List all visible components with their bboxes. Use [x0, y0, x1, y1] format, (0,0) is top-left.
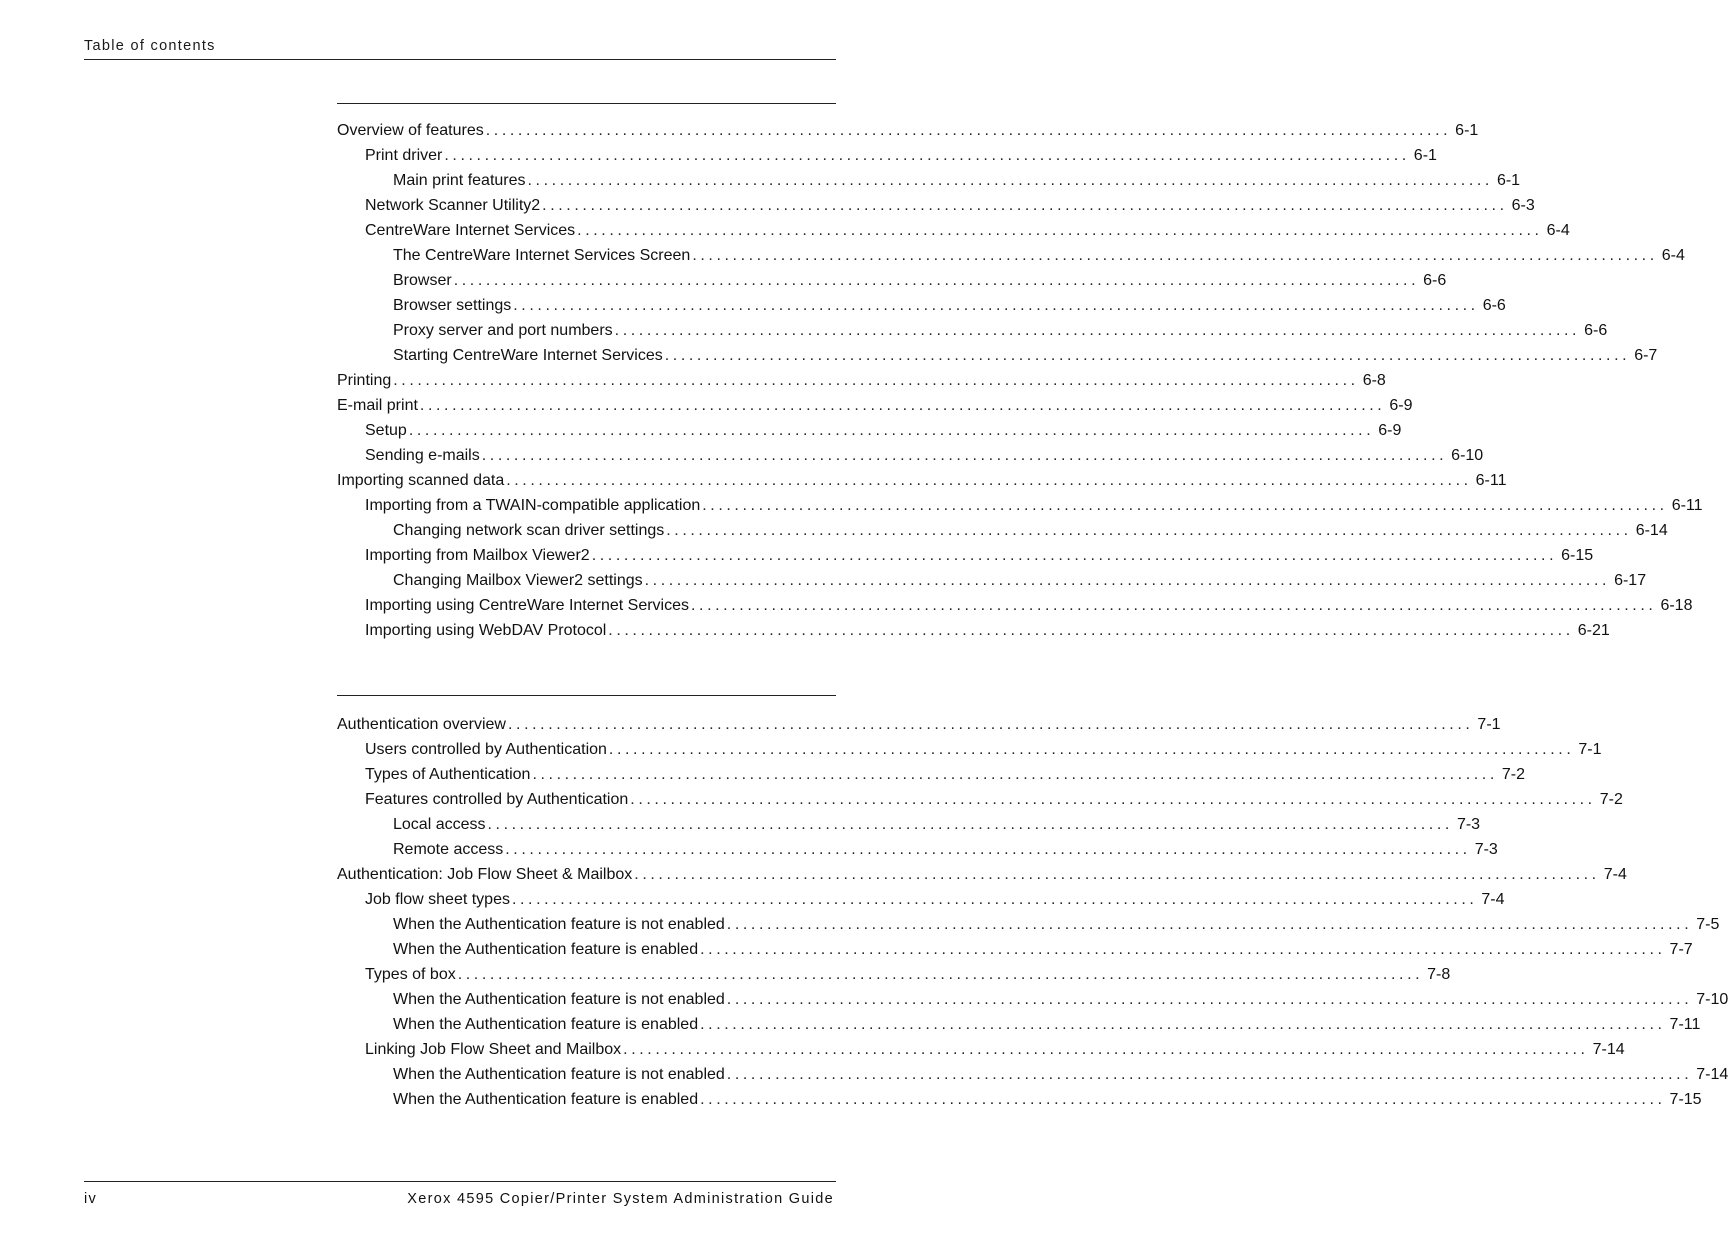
- toc-entry-title: Importing from Mailbox Viewer2: [365, 547, 590, 564]
- toc-entry[interactable]: [337, 418, 1402, 443]
- dot-leader: ........................................................................................................................: [630, 791, 1596, 808]
- toc-entry-title: Importing scanned data: [337, 472, 505, 489]
- dot-leader: ........................................................................................................................: [634, 866, 1600, 883]
- toc-entry[interactable]: [337, 193, 1535, 218]
- toc-entry-page: 6-15: [1561, 547, 1594, 564]
- toc-entry-title: Overview of features: [337, 122, 484, 139]
- toc-entry-title: Print driver: [365, 147, 443, 164]
- toc-entry-page: 7-10: [1696, 991, 1728, 1008]
- toc-entry-page: 6-8: [1362, 372, 1386, 389]
- toc-entry-title: Features controlled by Authentication: [365, 791, 629, 808]
- toc-entry[interactable]: [337, 118, 1479, 143]
- dot-leader: ........................................................................................................................: [419, 397, 1386, 414]
- toc-entry-title: Proxy server and port numbers: [393, 322, 613, 339]
- toc-entry[interactable]: [337, 787, 1623, 812]
- dot-leader: ........................................................................................................................: [726, 916, 1693, 933]
- toc-entry[interactable]: [337, 368, 1386, 393]
- toc-section-6: [337, 118, 1703, 643]
- dot-leader: ........................................................................................................................: [393, 372, 1359, 389]
- toc-entry-title: The CentreWare Internet Services Screen: [393, 247, 691, 264]
- dot-leader: ........................................................................................................................: [700, 941, 1666, 958]
- toc-entry-title: CentreWare Internet Services: [365, 222, 576, 239]
- toc-entry-title: Types of box: [365, 966, 456, 983]
- running-header: Table of contents: [84, 38, 216, 54]
- toc-entry-page: 6-1: [1413, 147, 1437, 164]
- toc-entry-title: Setup: [365, 422, 407, 439]
- toc-entry[interactable]: [337, 737, 1602, 762]
- toc-entry-page: 7-11: [1669, 1016, 1701, 1033]
- toc-entry[interactable]: [337, 912, 1720, 937]
- dot-leader: ........................................................................................................................: [507, 716, 1474, 733]
- dot-leader: ........................................................................................................................: [577, 222, 1543, 239]
- footer-rule: [84, 1181, 836, 1182]
- toc-entry-title: Changing Mailbox Viewer2 settings: [393, 572, 643, 589]
- toc-entry-page: 7-15: [1669, 1091, 1702, 1108]
- dot-leader: ........................................................................................................................: [444, 147, 1410, 164]
- toc-entry-page: 7-8: [1427, 966, 1451, 983]
- dot-leader: ........................................................................................................................: [623, 1041, 1589, 1058]
- toc-entry-page: 6-11: [1475, 472, 1507, 489]
- toc-entry-page: 7-14: [1696, 1066, 1728, 1083]
- toc-entry[interactable]: [337, 443, 1484, 468]
- dot-leader: ........................................................................................................................: [591, 547, 1558, 564]
- toc-entry-page: 6-21: [1577, 622, 1610, 639]
- dot-leader: ........................................................................................................................: [608, 622, 1574, 639]
- toc-entry-title: Importing from a TWAIN-compatible application: [365, 497, 701, 514]
- toc-entry-title: Sending e-mails: [365, 447, 480, 464]
- dot-leader: ........................................................................................................................: [481, 447, 1448, 464]
- toc-entry-title: When the Authentication feature is not enabled: [393, 916, 725, 933]
- dot-leader: ........................................................................................................................: [485, 122, 1452, 139]
- toc-entry-page: 6-11: [1671, 497, 1703, 514]
- dot-leader: ........................................................................................................................: [692, 247, 1658, 264]
- dot-leader: ........................................................................................................................: [487, 816, 1453, 833]
- toc-entry-title: Main print features: [393, 172, 526, 189]
- dot-leader: ........................................................................................................................: [408, 422, 1375, 439]
- toc-entry[interactable]: [337, 568, 1647, 593]
- toc-entry[interactable]: [337, 1012, 1701, 1037]
- toc-entry-page: 6-1: [1455, 122, 1479, 139]
- dot-leader: ........................................................................................................................: [726, 1066, 1693, 1083]
- toc-entry[interactable]: [337, 343, 1658, 368]
- toc-entry-title: Network Scanner Utility2: [365, 197, 541, 214]
- toc-entry-title: Starting CentreWare Internet Services: [393, 347, 663, 364]
- toc-entry-title: When the Authentication feature is not enabled: [393, 991, 725, 1008]
- toc-entry-page: 7-5: [1696, 916, 1720, 933]
- dot-leader: ........................................................................................................................: [608, 741, 1575, 758]
- toc-entry-page: 6-10: [1451, 447, 1484, 464]
- toc-entry-page: 7-2: [1599, 791, 1623, 808]
- toc-entry-title: When the Authentication feature is not enabled: [393, 1066, 725, 1083]
- footer-page-number: iv: [84, 1191, 98, 1207]
- toc-entry[interactable]: [337, 712, 1501, 737]
- dot-leader: ........................................................................................................................: [664, 347, 1631, 364]
- toc-entry[interactable]: [337, 468, 1507, 493]
- toc-entry-page: 6-9: [1378, 422, 1402, 439]
- toc-entry-title: Changing network scan driver settings: [393, 522, 665, 539]
- footer-book-title: Xerox 4595 Copier/Printer System Administration Guide: [407, 1191, 834, 1207]
- toc-entry[interactable]: [337, 143, 1437, 168]
- toc-section-7: [337, 712, 1728, 1112]
- toc-entry-page: 7-3: [1456, 816, 1481, 833]
- dot-leader: ........................................................................................................................: [702, 497, 1668, 514]
- toc-entry[interactable]: [337, 318, 1608, 343]
- toc-entry-title: When the Authentication feature is enabled: [393, 941, 699, 958]
- toc-entry-page: 7-2: [1501, 766, 1526, 783]
- toc-entry[interactable]: [337, 837, 1498, 862]
- toc-entry[interactable]: [337, 168, 1521, 193]
- toc-entry[interactable]: [337, 518, 1668, 543]
- toc-entry-page: 7-7: [1669, 941, 1693, 958]
- toc-entry[interactable]: [337, 1087, 1702, 1112]
- toc-entry-page: 6-6: [1584, 322, 1608, 339]
- toc-entry-page: 7-4: [1481, 891, 1505, 908]
- toc-entry-page: 6-4: [1661, 247, 1685, 264]
- toc-entry-page: 6-9: [1389, 397, 1413, 414]
- toc-entry-page: 7-4: [1603, 866, 1627, 883]
- toc-entry-title: Linking Job Flow Sheet and Mailbox: [365, 1041, 622, 1058]
- toc-entry[interactable]: [337, 618, 1610, 643]
- toc-entry-title: When the Authentication feature is enabled: [393, 1091, 699, 1108]
- toc-entry[interactable]: [337, 243, 1685, 268]
- toc-entry-title: Remote access: [393, 841, 504, 858]
- toc-entry-page: 6-3: [1511, 197, 1535, 214]
- toc-entry[interactable]: [337, 762, 1526, 787]
- toc-entry-title: E-mail print: [337, 397, 418, 414]
- toc-entry-page: 6-6: [1423, 272, 1447, 289]
- toc-entry-title: Browser: [393, 272, 452, 289]
- toc-entry-title: Authentication: Job Flow Sheet & Mailbox: [337, 866, 633, 883]
- toc-entry[interactable]: [337, 393, 1413, 418]
- toc-entry-page: 6-1: [1496, 172, 1521, 189]
- toc-entry[interactable]: [337, 962, 1451, 987]
- toc-entry-title: Importing using WebDAV Protocol: [365, 622, 607, 639]
- dot-leader: ........................................................................................................................: [511, 891, 1478, 908]
- toc-entry[interactable]: [337, 987, 1728, 1012]
- toc-entry-title: Browser settings: [393, 297, 512, 314]
- toc-entry[interactable]: [337, 493, 1703, 518]
- dot-leader: ........................................................................................................................: [691, 597, 1657, 614]
- toc-entry[interactable]: [337, 862, 1627, 887]
- toc-entry[interactable]: [337, 937, 1693, 962]
- dot-leader: ........................................................................................................................: [700, 1016, 1666, 1033]
- toc-entry-title: Job flow sheet types: [365, 891, 510, 908]
- toc-entry[interactable]: [337, 812, 1481, 837]
- toc-entry[interactable]: [337, 268, 1447, 293]
- toc-entry[interactable]: [337, 293, 1506, 318]
- toc-entry-title: Authentication overview: [337, 716, 506, 733]
- toc-entry-page: 6-7: [1634, 347, 1658, 364]
- dot-leader: ........................................................................................................................: [527, 172, 1493, 189]
- section-6-rule: [337, 103, 836, 104]
- toc-entry[interactable]: [337, 887, 1505, 912]
- toc-entry-page: 6-17: [1614, 572, 1647, 589]
- dot-leader: ........................................................................................................................: [457, 966, 1424, 983]
- dot-leader: ........................................................................................................................: [453, 272, 1420, 289]
- dot-leader: ........................................................................................................................: [614, 322, 1581, 339]
- toc-entry-title: When the Authentication feature is enabled: [393, 1016, 699, 1033]
- toc-entry-title: Users controlled by Authentication: [365, 741, 607, 758]
- dot-leader: ........................................................................................................................: [726, 991, 1693, 1008]
- toc-entry-page: 6-18: [1660, 597, 1693, 614]
- toc-entry-title: Types of Authentication: [365, 766, 531, 783]
- dot-leader: ........................................................................................................................: [700, 1091, 1666, 1108]
- section-7-rule: [337, 695, 836, 696]
- dot-leader: ........................................................................................................................: [644, 572, 1611, 589]
- toc-entry[interactable]: [337, 218, 1570, 243]
- dot-leader: ........................................................................................................................: [513, 297, 1479, 314]
- dot-leader: ........................................................................................................................: [532, 766, 1498, 783]
- dot-leader: ........................................................................................................................: [666, 522, 1632, 539]
- header-rule: [84, 59, 836, 60]
- toc-entry-page: 6-4: [1546, 222, 1570, 239]
- toc-entry-page: 6-6: [1482, 297, 1506, 314]
- toc-entry[interactable]: [337, 543, 1594, 568]
- toc-entry-page: 6-14: [1635, 522, 1668, 539]
- toc-entry[interactable]: [337, 593, 1693, 618]
- toc-entry-page: 7-1: [1477, 716, 1501, 733]
- toc-entry-page: 7-14: [1592, 1041, 1625, 1058]
- toc-entry-title: Importing using CentreWare Internet Services: [365, 597, 689, 614]
- toc-entry-title: Local access: [393, 816, 486, 833]
- toc-entry-title: Printing: [337, 372, 392, 389]
- toc-entry[interactable]: [337, 1062, 1728, 1087]
- toc-entry[interactable]: [337, 1037, 1625, 1062]
- toc-entry-page: 7-3: [1474, 841, 1498, 858]
- dot-leader: ........................................................................................................................: [542, 197, 1508, 214]
- dot-leader: ........................................................................................................................: [505, 841, 1471, 858]
- dot-leader: ........................................................................................................................: [506, 472, 1472, 489]
- toc-entry-page: 7-1: [1578, 741, 1602, 758]
